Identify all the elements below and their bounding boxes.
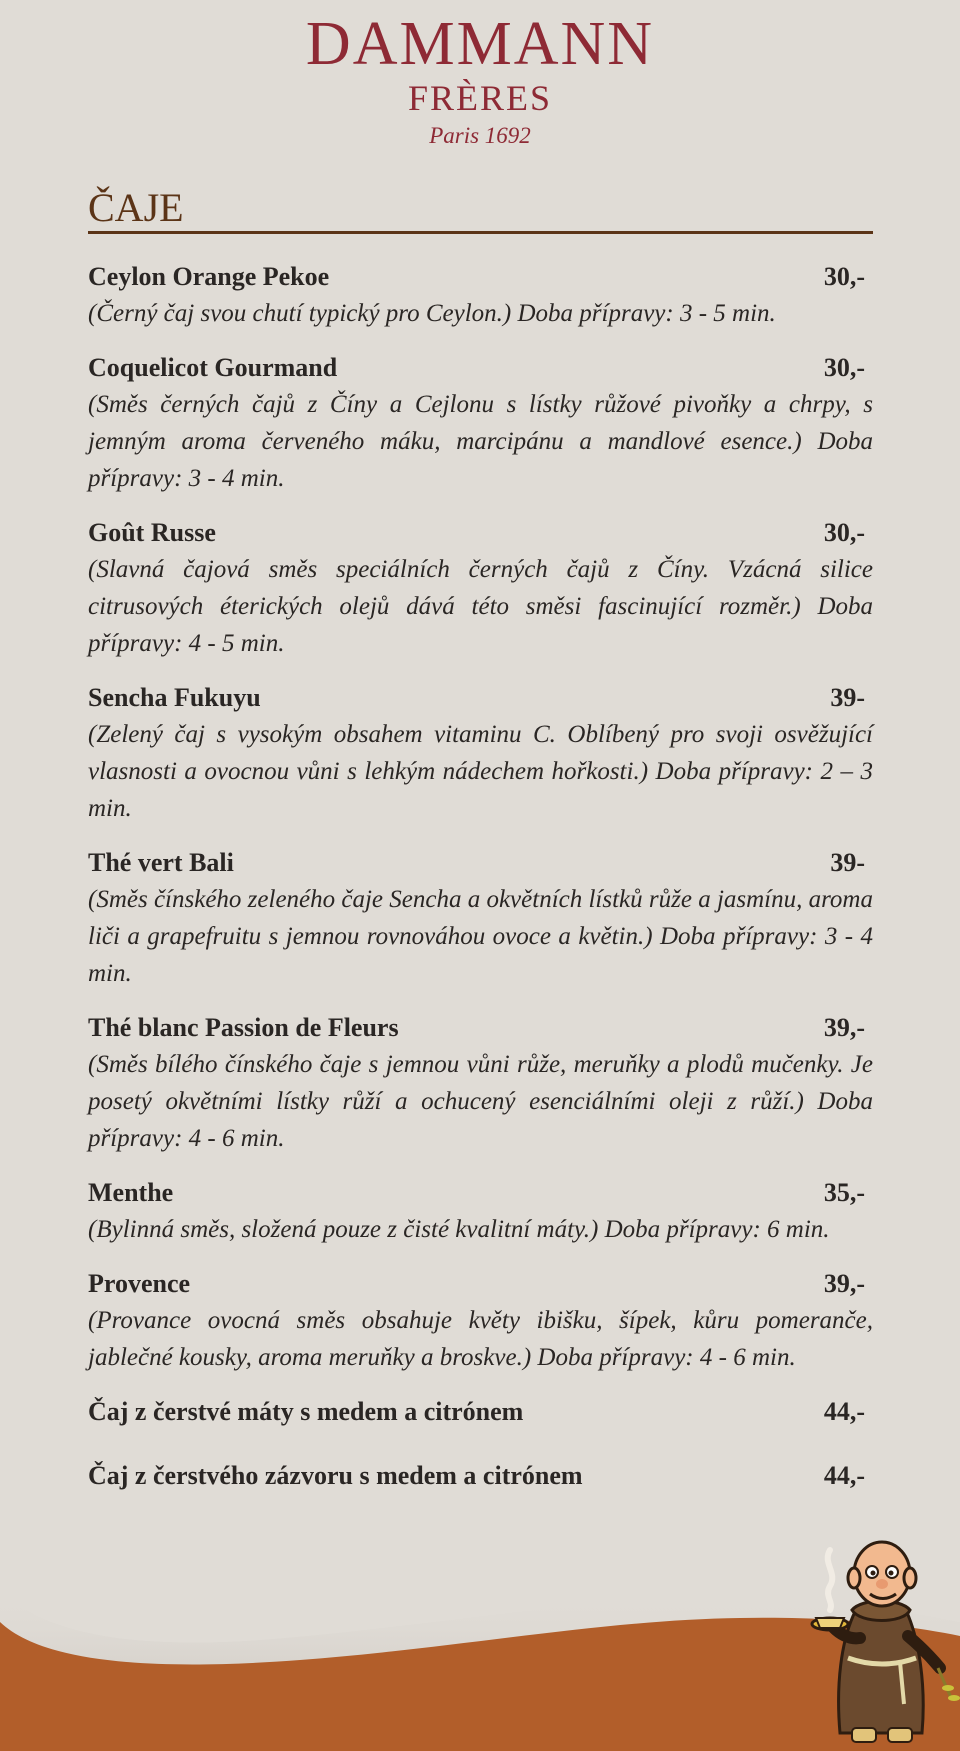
item-name: Goût Russe [88, 518, 216, 547]
item-description: (Směs černých čajů z Číny a Cejlonu s lístky růžové pivoňky a chrpy, s jemným aroma červeného máku, marcipánu a mandlové esence.) Doba přípravy: 3 - 4 min. [88, 391, 873, 492]
item-name: Sencha Fukuyu [88, 683, 261, 712]
title-divider [88, 231, 873, 234]
monk-mascot-illustration [800, 1528, 960, 1751]
item-name: Provence [88, 1269, 191, 1298]
menu-item [88, 1010, 873, 1157]
item-name: Menthe [88, 1178, 174, 1207]
item-price: 39,- [823, 1013, 865, 1042]
item-name: Čaj z čerstvého zázvoru s medem a citrónem [88, 1461, 583, 1490]
item-description: (Zelený čaj s vysokým obsahem vitaminu C. Oblíbený pro svoji osvěžující vlasnosti a ovocnou vůni s lehkým nádechem hořkosti.) Doba přípravy: 2 – 3 min. [88, 721, 873, 822]
menu-item [88, 845, 873, 992]
item-name: Ceylon Orange Pekoe [88, 262, 330, 291]
item-price: 30,- [823, 262, 865, 291]
tea-menu [88, 259, 873, 1522]
item-name: Thé vert Bali [88, 848, 234, 877]
menu-item [88, 1266, 873, 1376]
logo-city: Paris 1692 [429, 123, 531, 148]
item-price: 35,- [823, 1178, 865, 1207]
item-description: (Slavná čajová směs speciálních černých čajů z Číny. Vzácná silice citrusových éterických olejů dává této směsi fascinující rozměr.) Doba přípravy: 4 - 5 min. [88, 556, 873, 657]
item-name: Thé blanc Passion de Fleurs [88, 1013, 399, 1042]
brand-logo [0, 12, 960, 150]
item-name: Coquelicot Gourmand [88, 353, 338, 382]
item-name: Čaj z čerstvé máty s medem a citrónem [88, 1397, 524, 1426]
item-description: (Černý čaj svou chutí typický pro Ceylon.) Doba přípravy: 3 - 5 min. [88, 300, 776, 327]
item-description: (Bylinná směs, složená pouze z čisté kvalitní máty.) Doba přípravy: 6 min. [88, 1216, 830, 1243]
item-price: 44,- [823, 1397, 865, 1426]
item-description: (Směs bílého čínského čaje s jemnou vůni růže, meruňky a plodů mučenky. Je posetý okvětními lístky růží a ochucený esenciálními oleji z růží.) Doba přípravy: 4 - 6 min. [88, 1051, 873, 1152]
item-price: 30,- [823, 353, 865, 382]
item-price: 30,- [823, 518, 865, 547]
logo-brand-name: DAMMANN [305, 10, 655, 78]
item-price: 39- [830, 683, 865, 712]
item-price: 44,- [823, 1461, 865, 1490]
menu-item [88, 259, 873, 332]
item-description: (Provance ovocná směs obsahuje květy ibišku, šípek, kůru pomeranče, jablečné kousky, aroma meruňky a broskve.) Doba přípravy: 4 - 6 min. [88, 1307, 873, 1371]
menu-item [88, 1458, 873, 1494]
item-price: 39,- [823, 1269, 865, 1298]
item-description: (Směs čínského zeleného čaje Sencha a okvětních lístků růže a jasmínu, aroma liči a grapefruitu s jemnou rovnováhou ovoce a květin.) Doba přípravy: 3 - 4 min. [88, 886, 873, 987]
item-price: 39- [830, 848, 865, 877]
menu-item [88, 680, 873, 827]
menu-item [88, 1394, 873, 1430]
menu-item [88, 350, 873, 497]
section-title: ČAJE [88, 185, 184, 230]
menu-item [88, 1175, 873, 1248]
logo-subtitle: FRÈRES [407, 78, 553, 118]
menu-item [88, 515, 873, 662]
